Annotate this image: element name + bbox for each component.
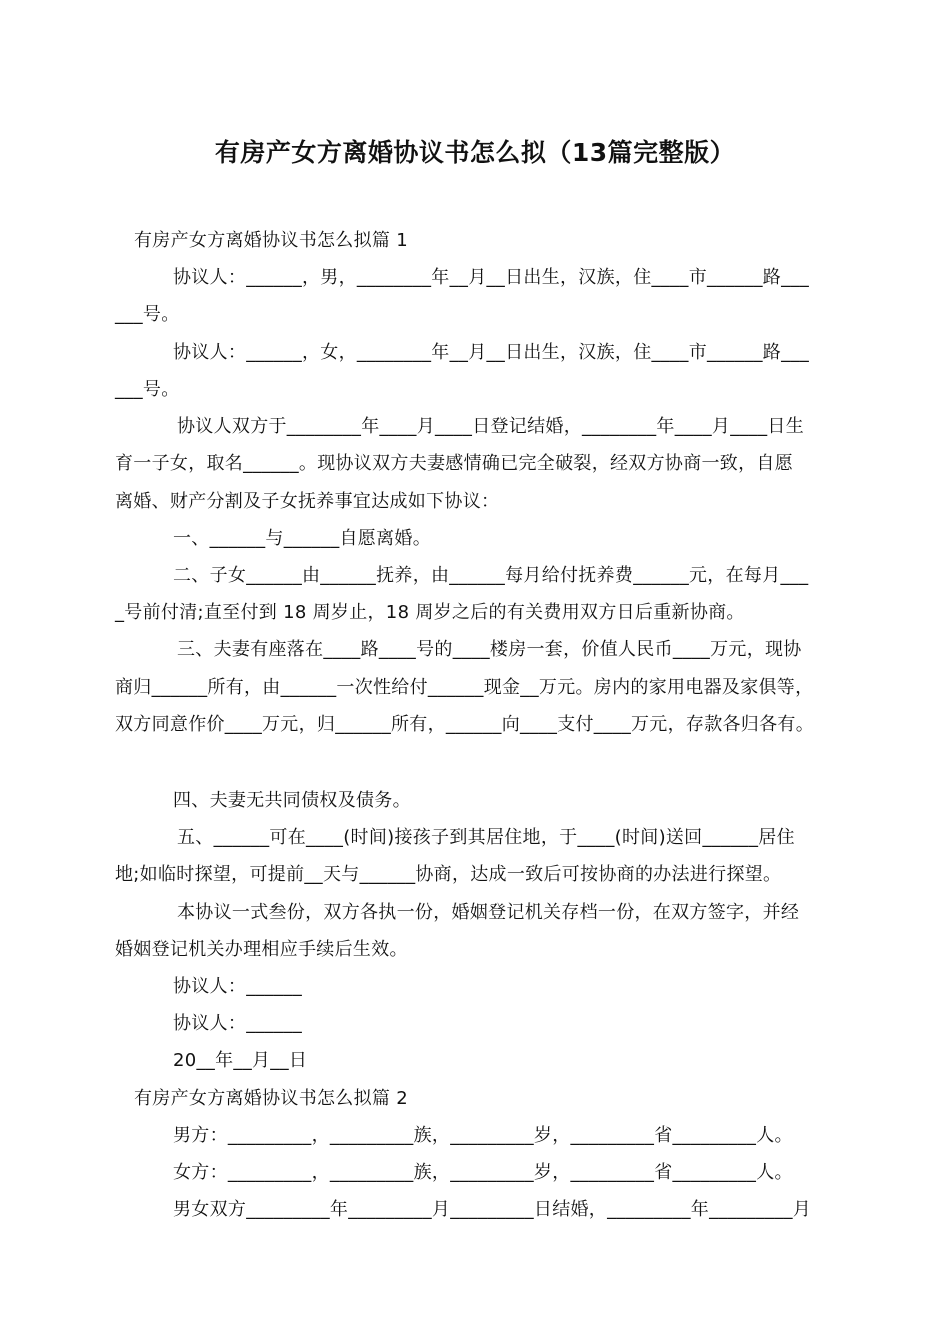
paragraph-line: 男方：_________，_________族，_________岁，_________省_________人。	[173, 1125, 793, 1146]
paragraph-line: _号前付清;直至付到 18 周岁止，18 周岁之后的有关费用双方日后重新协商。	[115, 602, 745, 623]
paragraph-line: 商归______所有，由______一次性给付______现金__万元。房内的家用电器及家俱等，	[115, 677, 814, 698]
paragraph-line: 二、子女______由______抚养，由______每月给付抚养费______元，在每月___	[173, 565, 809, 586]
paragraph-line: 女方：_________，_________族，_________岁，_________省_________人。	[173, 1162, 793, 1183]
paragraph-line: 三、夫妻有座落在____路____号的____楼房一套，价值人民币____万元，现协	[177, 639, 802, 660]
signature-line-2: 协议人：______	[173, 1013, 302, 1034]
paragraph-line: 男女双方_________年_________月_________日结婚，_________年_________月	[173, 1199, 812, 1220]
section-heading-2: 有房产女方离婚协议书怎么拟篇 2	[134, 1088, 408, 1109]
signature-line-1: 协议人：______	[173, 976, 302, 997]
paragraph-line: 育一子女，取名______。现协议双方夫妻感情确已完全破裂，经双方协商一致，自愿	[115, 453, 793, 474]
paragraph-line: 离婚、财产分割及子女抚养事宜达成如下协议：	[115, 491, 500, 512]
paragraph-line: ___号。	[115, 379, 180, 400]
paragraph-line: 本协议一式叁份，双方各执一份，婚姻登记机关存档一份，在双方签字，并经	[177, 902, 800, 923]
paragraph-line: 四、夫妻无共同债权及债务。	[173, 790, 411, 811]
paragraph-line: 协议人：______，女，________年__月__日出生，汉族，住____市______路___	[173, 342, 809, 363]
paragraph-line: 婚姻登记机关办理相应手续后生效。	[115, 939, 408, 960]
paragraph-line: 地;如临时探望，可提前__天与______协商，达成一致后可按协商的办法进行探望。	[115, 864, 782, 885]
paragraph-line: 协议人：______，男，________年__月__日出生，汉族，住____市______路___	[173, 267, 809, 288]
paragraph-line: 双方同意作价____万元，归______所有，______向____支付____万元，存款各归各有。	[115, 714, 814, 735]
paragraph-line: 一、______与______自愿离婚。	[173, 528, 431, 549]
paragraph-line: 五、______可在____(时间)接孩子到其居住地，于____(时间)送回______居住	[177, 827, 795, 848]
document-title: 有房产女方离婚协议书怎么拟（13篇完整版）	[214, 138, 736, 167]
date-line: 20__年__月__日	[173, 1050, 308, 1071]
section-heading-1: 有房产女方离婚协议书怎么拟篇 1	[134, 230, 408, 251]
paragraph-line: 协议人双方于________年____月____日登记结婚，________年____月____日生	[177, 416, 804, 437]
paragraph-line: ___号。	[115, 304, 180, 325]
